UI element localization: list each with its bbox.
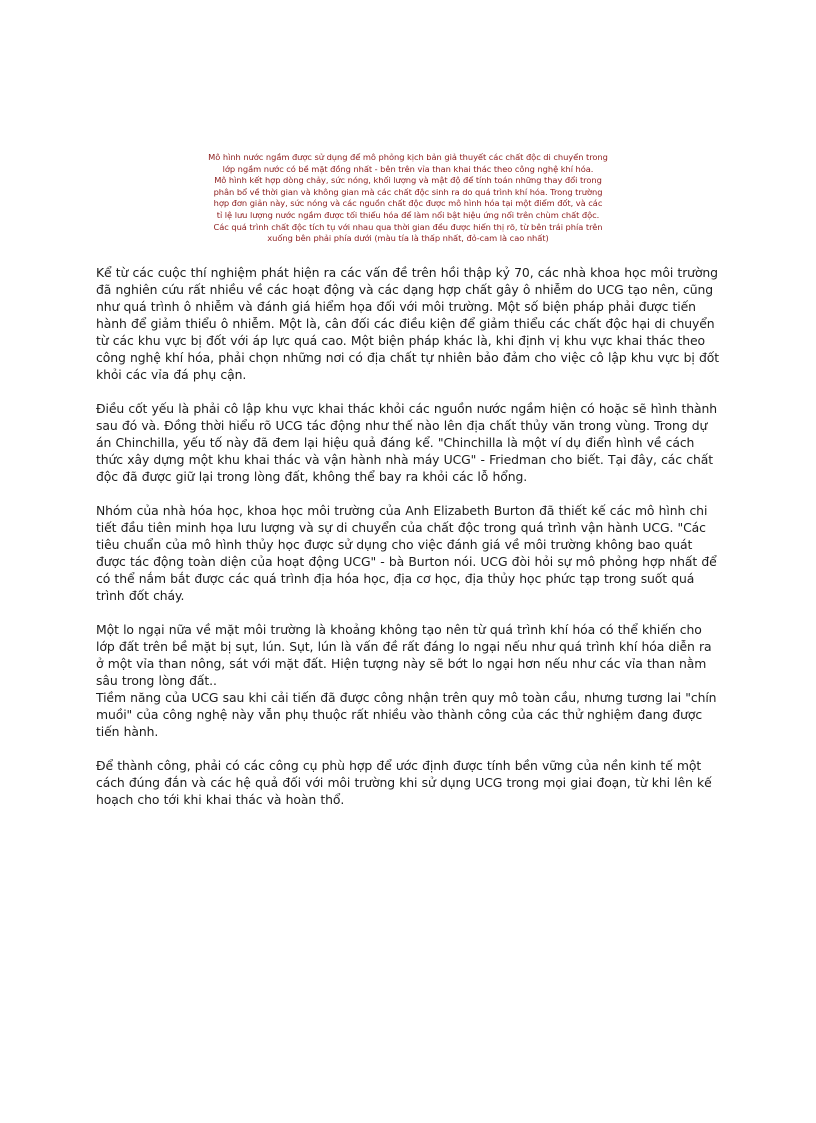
paragraph-2: Điều cốt yếu là phải cô lập khu vực khai thác khỏi các nguồn nước ngầm hiện có hoặc sẽ hình thành sau đó và. Đồng thời hiểu rõ UCG tác động như thế nào lên địa chất thủy văn trong vùng. Trong dự án Chinchilla, yếu tố này đã đem lại hiệu quả đáng kể. "Chinchilla là một ví dụ điển hình về cách thức xây dựng một khu khai thác và vận hành nhà máy UCG" - Friedman cho biết. Tại đây, các chất độc đã được giữ lại trong lòng đất, không thể bay ra khỏi các lỗ hổng. (96, 401, 717, 484)
figure-caption (180, 152, 636, 245)
article-body (96, 264, 720, 825)
caption-line-1: Mô hình nước ngầm được sử dụng để mô phỏng kịch bản giả thuyết các chất độc di chuyển trong (208, 152, 608, 162)
paragraph-3: Nhóm của nhà hóa học, khoa học môi trường của Anh Elizabeth Burton đã thiết kế các mô hình chi tiết đầu tiên minh họa lưu lượng và sự di chuyển của chất độc trong quá trình vận hành UCG. "Các tiêu chuẩn của mô hình thủy học được sử dụng cho việc đánh giá về môi trường không bao quát được tác động toàn diện của hoạt động UCG" - bà Burton nói. UCG đòi hỏi sự mô phỏng hợp nhất để có thể nắm bắt được các quá trình địa hóa học, địa cơ học, địa thủy học phức tạp trong suốt quá trình đốt cháy. (96, 503, 717, 603)
caption-line-3: Mô hình kết hợp dòng chảy, sức nóng, khối lượng và mật độ để tính toán những thay đổi trong (214, 175, 602, 186)
paragraph-1: Kể từ các cuộc thí nghiệm phát hiện ra các vấn đề trên hồi thập kỷ 70, các nhà khoa học môi trường đã nghiên cứu rất nhiều về các hoạt động và các dạng hợp chất gây ô nhiễm do UCG tạo nên, cũng như quá trình ô nhiễm và đánh giá hiểm họa đối với môi trường. Một số biện pháp phải được tiến hành để giảm thiểu ô nhiễm. Một là, cân đối các điều kiện để giảm thiểu các chất độc hại di chuyển từ các khu vực bị đốt với áp lực quá cao. Một biện pháp khác là, khi định vị khu vực khai thác theo công nghệ khí hóa, phải chọn những nơi có địa chất tự nhiên bảo đảm cho việc cô lập khu vực bị đốt khỏi các vỉa đá phụ cận. (96, 265, 719, 382)
caption-line-2: lớp ngầm nước có bề mặt đồng nhất - bên trên vỉa than khai thác theo công nghệ khí hóa. (222, 163, 594, 174)
caption-line-8: xuống bên phải phía dưới (màu tía là thấp nhất, đỏ-cam là cao nhất) (267, 233, 549, 244)
caption-line-6: tỉ lệ lưu lượng nước ngầm được tối thiểu hóa để làm nổi bật hiệu ứng nổi trên chùm chất độc. (216, 209, 600, 220)
paragraph-4: Một lo ngại nữa về mặt môi trường là khoảng không tạo nên từ quá trình khí hóa có thể khiến cho lớp đất trên bề mặt bị sụt, lún. Sụt, lún là vấn đề rất đáng lo ngại nếu như quá trình khí hóa diễn ra ở một vỉa than nông, sát với mặt đất. Hiện tượng này sẽ bớt lo ngại hơn nếu như các vỉa than nằm sâu trong lòng đất.. (96, 622, 712, 688)
caption-line-4: phân bổ về thời gian và không gian mà các chất độc sinh ra do quá trình khí hóa. Trong trường (213, 186, 603, 197)
caption-line-7: Các quá trình chất độc tích tụ với nhau qua thời gian đều được hiển thị rõ, từ bên trái phía trên (213, 221, 603, 232)
caption-line-5: hợp đơn giản này, sức nóng và các nguồn chất độc được mô hình hóa tại một điểm đốt, và các (213, 198, 603, 209)
paragraph-5: Tiềm năng của UCG sau khi cải tiến đã được công nhận trên quy mô toàn cầu, nhưng tương lai "chín muồi" của công nghệ này vẫn phụ thuộc rất nhiều vào thành công của các thử nghiệm đang được tiến hành. (96, 690, 717, 739)
paragraph-6: Để thành công, phải có các công cụ phù hợp để ước định được tính bền vững của nền kinh tế một cách đúng đắn và các hệ quả đối với môi trường khi sử dụng UCG trong mọi giai đoạn, từ khi lên kế hoạch cho tới khi khai thác và hoàn thổ. (96, 758, 712, 807)
